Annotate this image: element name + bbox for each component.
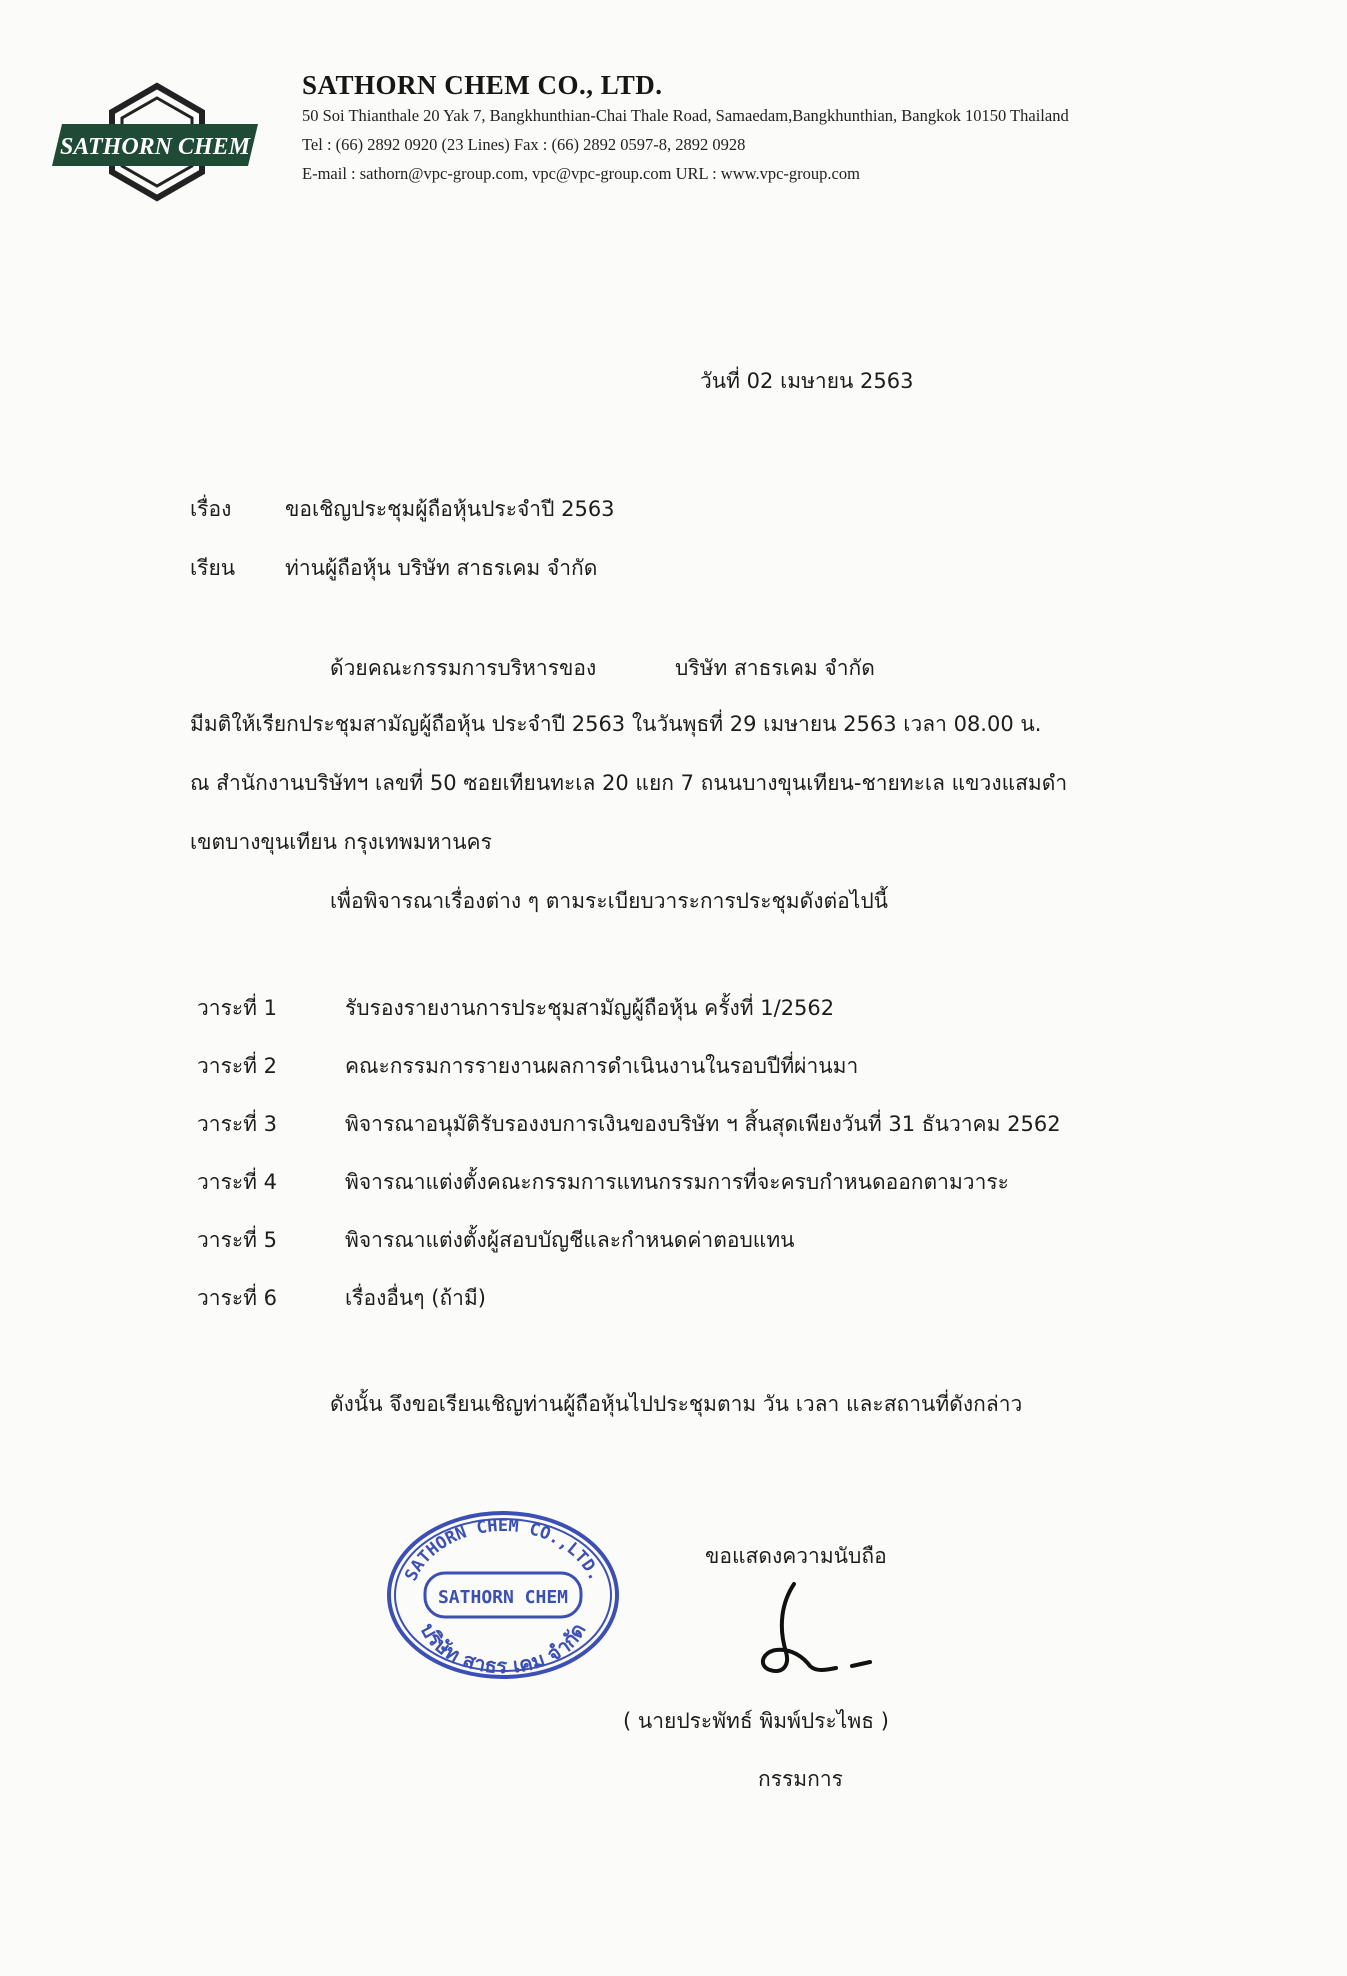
stamp-outer-text-top: SATHORN CHEM CO.,LTD.: [401, 1516, 605, 1585]
body-line-3: ณ สำนักงานบริษัทฯ เลขที่ 50 ซอยเทียนทะเล 20 แยก 7 ถนนบางขุนเทียน-ชายทะเล แขวงแสมดำ: [190, 771, 1068, 795]
company-phone-fax: Tel : (66) 2892 0920 (23 Lines) Fax : (66) 2892 0597-8, 2892 0928: [302, 135, 746, 154]
regards-text: ขอแสดงความนับถือ: [705, 1544, 887, 1568]
agenda-item-number: วาระที่ 4: [197, 1170, 278, 1194]
recipient-label: เรียน: [190, 556, 236, 580]
agenda-item-number: วาระที่ 6: [197, 1286, 278, 1310]
company-email-url: E-mail : sathorn@vpc-group.com, vpc@vpc-group.com URL : www.vpc-group.com: [302, 164, 860, 183]
body-line-1a: ด้วยคณะกรรมการบริหารของ: [330, 656, 597, 680]
svg-text:บริษัท สาธร เคม จำกัด: [416, 1619, 591, 1678]
letter-date: วันที่ 02 เมษายน 2563: [700, 369, 914, 393]
agenda-item-text: พิจารณาแต่งตั้งผู้สอบบัญชีและกำหนดค่าตอบแทน: [345, 1228, 795, 1252]
agenda-item-text: พิจารณาแต่งตั้งคณะกรรมการแทนกรรมการที่จะครบกำหนดออกตามวาระ: [345, 1170, 1009, 1194]
stamp-inner-text: SATHORN CHEM: [437, 1587, 569, 1608]
body-line-5: เพื่อพิจารณาเรื่องต่าง ๆ ตามระเบียบวาระการประชุมดังต่อไปนี้: [330, 889, 889, 913]
body-line-4: เขตบางขุนเทียน กรุงเทพมหานคร: [190, 830, 492, 854]
agenda-item-text: เรื่องอื่นๆ (ถ้ามี): [345, 1286, 486, 1310]
agenda-item-number: วาระที่ 3: [197, 1112, 278, 1136]
subject-text: ขอเชิญประชุมผู้ถือหุ้นประจำปี 2563: [285, 497, 615, 521]
body-line-1b: บริษัท สาธรเคม จำกัด: [675, 656, 875, 680]
company-address: 50 Soi Thianthale 20 Yak 7, Bangkhunthian-Chai Thale Road, Samaedam,Bangkhunthian, Bangkok 10150 Thailand: [302, 106, 1069, 125]
signer-position: กรรมการ: [758, 1767, 843, 1791]
company-stamp: [383, 1507, 623, 1682]
logo-text: SATHORN CHEM: [59, 134, 251, 160]
agenda-item-number: วาระที่ 1: [197, 996, 278, 1020]
stamp-outer-text-bottom: บริษัท สาธร เคม จำกัด: [415, 1619, 591, 1679]
agenda-item-number: วาระที่ 2: [197, 1054, 278, 1078]
company-name: SATHORN CHEM CO., LTD.: [302, 70, 663, 100]
agenda-item-text: รับรองรายงานการประชุมสามัญผู้ถือหุ้น ครั้งที่ 1/2562: [345, 996, 835, 1020]
agenda-item-text: พิจารณาอนุมัติรับรองงบการเงินของบริษัท ฯ สิ้นสุดเพียงวันที่ 31 ธันวาคม 2562: [345, 1112, 1061, 1136]
company-logo: [52, 82, 262, 202]
subject-label: เรื่อง: [190, 497, 232, 521]
signature: [752, 1578, 882, 1688]
agenda-item-number: วาระที่ 5: [197, 1228, 278, 1252]
closing-paragraph: ดังนั้น จึงขอเรียนเชิญท่านผู้ถือหุ้นไปประชุมตาม วัน เวลา และสถานที่ดังกล่าว: [330, 1392, 1023, 1416]
recipient-text: ท่านผู้ถือหุ้น บริษัท สาธรเคม จำกัด: [285, 556, 598, 580]
agenda-item-text: คณะกรรมการรายงานผลการดำเนินงานในรอบปีที่ผ่านมา: [345, 1054, 859, 1078]
signer-name: ( นายประพัทธ์ พิมพ์ประไพธ ): [623, 1709, 889, 1733]
body-line-2: มีมติให้เรียกประชุมสามัญผู้ถือหุ้น ประจำปี 2563 ในวันพุธที่ 29 เมษายน 2563 เวลา 08.00 น.: [190, 712, 1042, 736]
